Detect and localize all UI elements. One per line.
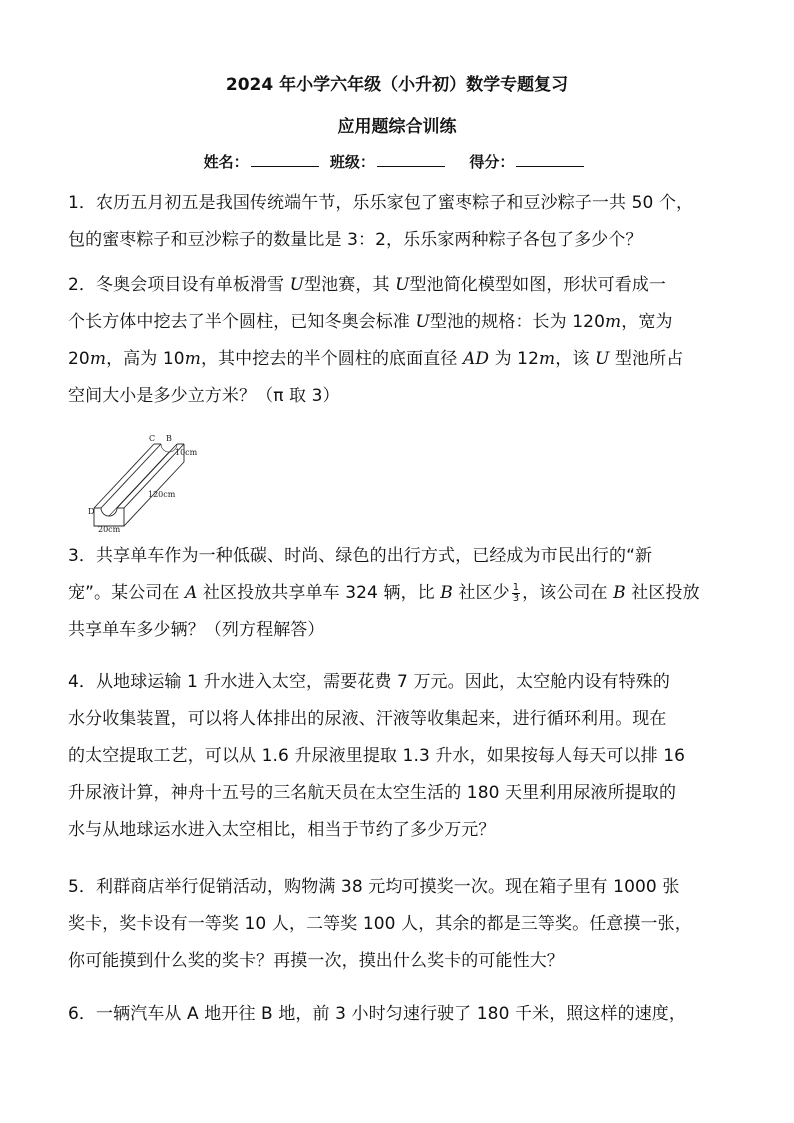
question-3 [68, 538, 740, 649]
question-line: 的太空提取工艺，可以从 1.6 升尿液里提取 1.3 升水，如果按每人每天可以排 16 [68, 746, 686, 766]
label-height: 10cm [175, 448, 198, 457]
question-line: 3．共享单车作为一种低碳、时尚、绿色的出行方式，已经成为市民出行的“新 [68, 546, 653, 566]
question-6 [68, 996, 740, 1033]
question-line: 升尿液计算，神舟十五号的三名航天员在太空生活的 180 天里利用尿液所提取的 [68, 783, 677, 803]
label-b: B [166, 434, 172, 443]
question-5 [68, 869, 740, 980]
question-4 [68, 664, 740, 849]
fraction-one-third: $\frac{1}{3}$ [512, 581, 520, 604]
u-pool-diagram [88, 432, 198, 532]
page-title: 2024 年小学六年级（小升初）数学专题复习 [225, 75, 569, 95]
question-line: 宠”。某公司在 A 社区投放共享单车 324 辆，比 B 社区少 $\frac{1}{3}$ ，该公司在 B 社区投放 [68, 581, 700, 604]
question-line: 2．冬奥会项目设有单板滑雪 U型池赛，其 U型池简化模型如图，形状可看成一 [68, 275, 667, 295]
label-length: 120cm [148, 490, 176, 499]
question-line: 4．从地球运输 1 升水进入太空，需要花费 7 万元。因此，太空舱内设有特殊的 [68, 672, 670, 692]
question-line: 奖卡，奖卡设有一等奖 10 人，二等奖 100 人，其余的都是三等奖。任意摸一张， [68, 914, 692, 934]
question-line: 包的蜜枣粽子和豆沙粽子的数量比是 3：2，乐乐家两种粽子各包了多少个？ [68, 230, 643, 250]
question-line: 个长方体中挖去了半个圆柱，已知冬奥会标准 U型池的规格：长为 120m，宽为 [68, 312, 673, 332]
name-blank[interactable] [251, 152, 319, 167]
question-line: 空间大小是多少立方米？（π 取 3） [68, 386, 340, 406]
question-line: 水与从地球运水进入太空相比，相当于节约了多少万元？ [68, 820, 496, 840]
name-label: 姓名： [203, 153, 249, 171]
question-line: 5．利群商店举行促销活动，购物满 38 元均可摸奖一次。现在箱子里有 1000 张 [68, 877, 680, 897]
label-d: D [88, 507, 95, 516]
question-line: 水分收集装置，可以将人体排出的尿液、汗液等收集起来，进行循环利用。现在 [68, 709, 667, 729]
u-pool-figure [88, 432, 198, 532]
score-blank[interactable] [516, 152, 584, 167]
score-label: 得分： [469, 153, 515, 171]
question-2 [68, 267, 740, 415]
label-c: C [149, 434, 156, 443]
question-line: 你可能摸到什么奖的奖卡？再摸一次，摸出什么奖卡的可能性大？ [68, 951, 564, 971]
label-width: 20cm [98, 525, 121, 532]
page-subtitle: 应用题综合训练 [337, 117, 457, 137]
question-line: 6．一辆汽车从 A 地开往 B 地，前 3 小时匀速行驶了 180 千米，照这样的速度， [68, 1004, 687, 1024]
question-line: 1．农历五月初五是我国传统端午节，乐乐家包了蜜枣粽子和豆沙粽子一共 50 个， [68, 193, 694, 213]
class-label: 班级： [329, 153, 375, 171]
question-line: 20m，高为 10m，其中挖去的半个圆柱的底面直径 AD 为 12m，该 U 型池所占 [68, 349, 684, 369]
question-1 [68, 185, 740, 259]
question-line: 共享单车多少辆？（列方程解答） [68, 620, 325, 640]
student-info-row [0, 151, 794, 172]
class-blank[interactable] [377, 152, 445, 167]
